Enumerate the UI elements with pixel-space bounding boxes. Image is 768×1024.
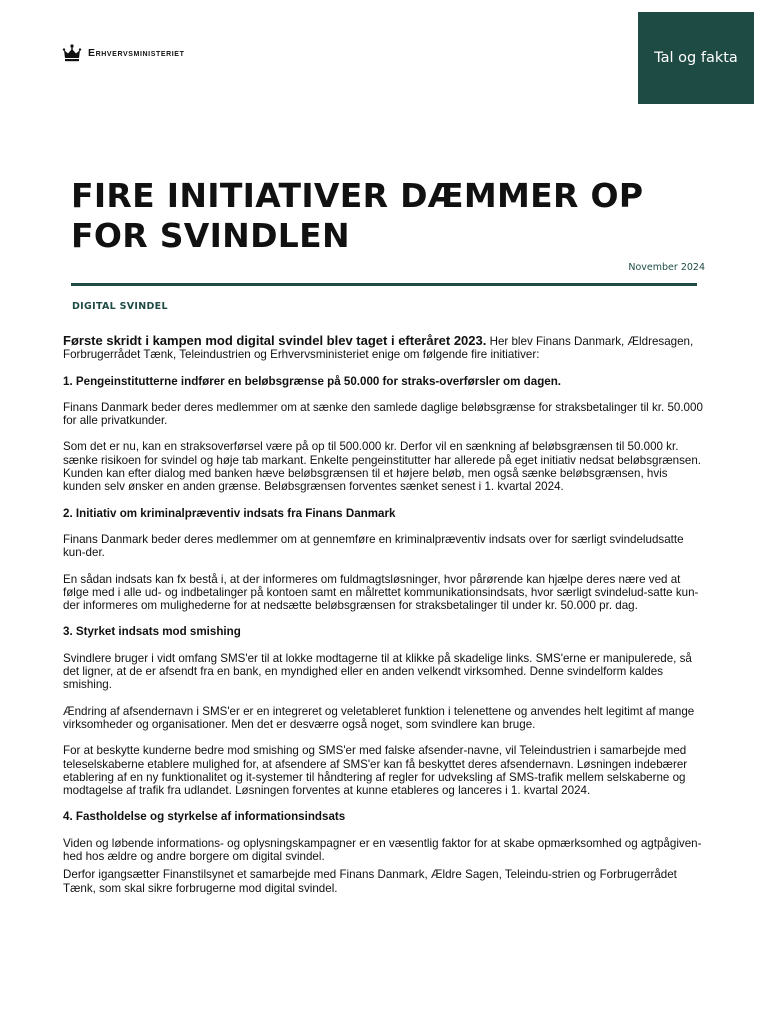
initiative-3-paragraph-1: Svindlere bruger i vidt omfang SMS'er til at lokke modtagerne til at klikke på skadelige links. SMS'erne er manipulerede, så det ligner, at de er afsendt fra en bank, en myndighed eller en anden velkendt virksomhed. Denne svindelform kaldes smishing. — [63, 651, 692, 692]
initiative-4-paragraph-1: Viden og løbende informations- og oplysningskampagner er en væsentlig faktor for at skabe opmærksomhed og agtpågiven-hed hos ældre og andre borgere om digital svindel. — [63, 836, 702, 864]
initiative-1-heading: 1. Pengeinstitutterne indfører en beløbsgrænse på 50.000 for straks-overførsler om dagen. — [63, 374, 562, 388]
initiative-3-paragraph-3: For at beskytte kunderne bedre mod smishing og SMS'er med falske afsender-navne, vil Teleindustrien i samarbejde med teleselskaberne etablere mulighed for, at afsendere af SMS'er kan få beskyttet deres afsendernavn. Løsningen indebærer etablering af en ny funktionalitet og it-systemer til håndtering af regler for udveksling af SMS-trafik mellem selskaberne og modtagelse af trafik fra udlandet. Løsningen forventes at kunne etableres og lanceres i 1. kvartal 2024. — [63, 744, 688, 798]
intro-lead: Første skridt i kampen mod digital svindel blev taget i efteråret 2023. — [63, 333, 487, 348]
document-body — [63, 334, 706, 908]
initiative-1-paragraph-1: Finans Danmark beder deres medlemmer om at sænke den samlede daglige beløbsgrænse for straksbetalinger til kr. 50.000 for alle privatkunder. — [63, 400, 703, 428]
initiative-3-heading: 3. Styrket indsats mod smishing — [63, 625, 241, 639]
initiative-2-paragraph-1: Finans Danmark beder deres medlemmer om at gennemføre en kriminalpræventiv indsats over for særligt svindeludsatte kun-der. — [63, 532, 684, 560]
title-line-1: FIRE INITIATIVER DÆMMER OP — [71, 176, 644, 215]
ministry-name: Erhvervsministeriet — [88, 47, 185, 59]
section-label: DIGITAL SVINDEL — [72, 301, 168, 312]
publication-date: November 2024 — [628, 262, 705, 273]
initiative-2-paragraph-2: En sådan indsats kan fx bestå i, at der informeres om fuldmagtsløsninger, hvor pårørende kan hjælpe deres nære ved at følge med i alle ud- og indbetalinger på kontoen samt en målrettet kommunikationsindsats, hvor særligt svindelud-satte kun-der informeres om mulighederne for at nedsætte beløbsgrænsen for straksbetalinger til under kr. 50.000 pr. dag. — [63, 572, 699, 613]
ministry-logo — [62, 44, 184, 62]
initiative-3-paragraph-2: Ændring af afsendernavn i SMS'er er en integreret og veletableret funktion i telenettene og anvendes helt legitimt af mange virksomheder og organisationer. Men det er desværre også noget, som svindlere kan bruge. — [63, 704, 695, 731]
intro-rest: Her blev Finans Danmark, Ældresagen, Forbrugerrådet Tænk, Teleindustrien og Erhvervsministeriet enige om følgende fire initiativer: — [63, 335, 694, 362]
badge-label: Tal og fakta — [654, 50, 738, 66]
initiative-4-heading: 4. Fastholdelse og styrkelse af informationsindsats — [63, 810, 346, 824]
initiative-2-heading: 2. Initiativ om kriminalpræventiv indsats fra Finans Danmark — [63, 506, 396, 520]
initiative-4-paragraph-2: Derfor igangsætter Finanstilsynet et samarbejde med Finans Danmark, Ældre Sagen, Teleindu-strien og Forbrugerrådet Tænk, som skal sikre forbrugerne mod digital svindel. — [63, 868, 677, 895]
title-divider — [71, 283, 697, 286]
intro-paragraph — [63, 334, 706, 362]
page-title — [71, 176, 643, 256]
initiative-1-paragraph-2: Som det er nu, kan en straksoverførsel være på op til 500.000 kr. Derfor vil en sænkning af beløbsgrænsen til 50.000 kr. sænke risikoen for svindel og høje tab markant. Enkelte pengeinstitutter har allerede på eget initiativ nedsat beløbsgrænsen. Kunden kan efter dialog med banken hæve beløbsgrænsen til et højere beløb, men også sænke beløbsgrænsen, hvis kunden selv ønsker en anden grænse. Beløbsgrænsen forventes sænket senest i 1. kvartal 2024. — [63, 440, 702, 494]
tal-og-fakta-badge — [638, 12, 754, 104]
crown-icon — [62, 44, 82, 62]
title-line-2: FOR SVINDLEN — [71, 216, 350, 255]
